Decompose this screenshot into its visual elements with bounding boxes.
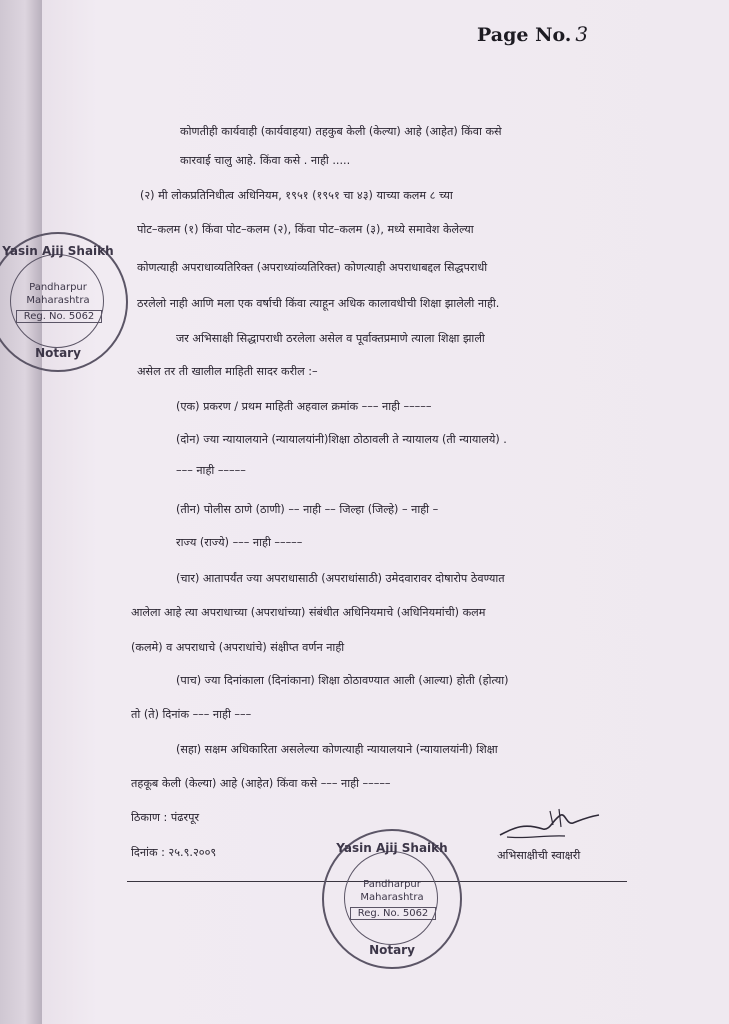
body-line-11: ––– नाही ––––– xyxy=(176,464,246,477)
body-line-14: (चार) आतापर्यंत ज्या अपराधासाठी (अपराधांसाठी) उमेदवारावर दोषारोप ठेवण्यात xyxy=(176,572,505,585)
body-line-5: कोणत्याही अपराधाव्यतिरिक्त (अपराध्यांव्यतिरिक्त) कोणत्याही अपराधाबद्दल सिद्धपराधी xyxy=(137,261,488,274)
body-line-7: जर अभिसाक्षी सिद्धापराधी ठरलेला असेल व पूर्वाक्तप्रमाणे त्याला शिक्षा झाली xyxy=(176,332,485,345)
seal-left-state: Maharashtra xyxy=(26,295,90,306)
seal-left-reg: Reg. No. 5062 xyxy=(16,310,102,323)
signature-scribble xyxy=(495,805,605,845)
body-line-2: कारवाई चालु आहे. किंवा कसे . नाही ..... xyxy=(180,154,351,167)
page-number-label: Page No. xyxy=(477,24,572,46)
body-line-6: ठरलेलो नाही आणि मला एक वर्षाची किंवा त्याहून अधिक कालावधीची शिक्षा झालेली नाही. xyxy=(137,297,500,310)
place-line: ठिकाण : पंढरपूर xyxy=(131,811,200,824)
signature-label: अभिसाक्षीची स्वाक्षरी xyxy=(497,849,581,862)
body-line-4: पोट–कलम (१) किंवा पोट–कलम (२), किंवा पोट–कलम (३), मध्ये समावेश केलेल्या xyxy=(137,223,474,236)
body-line-12: (तीन) पोलीस ठाणे (ठाणी) –– नाही –– जिल्हा (जिल्हे) – नाही – xyxy=(176,503,439,516)
body-line-13: राज्य (राज्ये) ––– नाही ––––– xyxy=(176,536,303,549)
seal-title: Notary xyxy=(369,943,415,957)
seal-state: Maharashtra xyxy=(360,892,424,903)
body-line-9: (एक) प्रकरण / प्रथम माहिती अहवाल क्रमांक ––– नाही ––––– xyxy=(176,400,432,413)
seal-left-name: Yasin Ajij Shaikh xyxy=(2,244,114,258)
seal-name: Yasin Ajij Shaikh xyxy=(336,841,448,855)
notary-seal xyxy=(322,829,462,969)
seal-left-city: Pandharpur xyxy=(29,282,87,293)
body-line-3: (२) मी लोकप्रतिनिधीत्व अधिनियम, १९५१ (१९५१ चा ४३) याच्या कलम ८ च्या xyxy=(140,189,453,202)
body-line-20: तहकूब केली (केल्या) आहे (आहेत) किंवा कसे ––– नाही ––––– xyxy=(131,777,391,790)
page-number-value: 3 xyxy=(575,22,589,46)
seal-left-title: Notary xyxy=(35,346,81,360)
body-line-15: आलेला आहे त्या अपराधाच्या (अपराधांच्या) संबंधीत अधिनियमाचे (अधिनियमांची) कलम xyxy=(131,606,486,619)
body-line-18: तो (ते) दिनांक ––– नाही ––– xyxy=(131,708,252,721)
body-line-10: (दोन) ज्या न्यायालयाने (न्यायालयांनी)शिक्षा ठोठावली ते न्यायालय (ती न्यायालये) . xyxy=(176,433,507,446)
body-line-16: (कलमे) व अपराधाचे (अपराधांचे) संक्षीप्त वर्णन नाही xyxy=(131,641,345,654)
body-line-17: (पाच) ज्या दिनांकाला (दिनांकाना) शिक्षा ठोठावण्यात आली (आल्या) होती (होत्या) xyxy=(176,674,509,687)
body-line-8: असेल तर ती खालील माहिती सादर करील :– xyxy=(137,365,318,378)
seal-reg: Reg. No. 5062 xyxy=(350,907,436,920)
body-line-19: (सहा) सक्षम अधिकारिता असलेल्या कोणत्याही न्यायालयाने (न्यायालयांनी) शिक्षा xyxy=(176,743,498,756)
body-line-1: कोणतीही कार्यवाही (कार्यवाहया) तहकुब केली (केल्या) आहे (आहेत) किंवा कसे xyxy=(180,125,502,138)
left-page-edge xyxy=(0,0,43,1024)
date-line: दिनांक : २५.९.२००९ xyxy=(131,846,217,859)
page-number xyxy=(477,22,588,46)
seal-city: Pandharpur xyxy=(363,879,421,890)
